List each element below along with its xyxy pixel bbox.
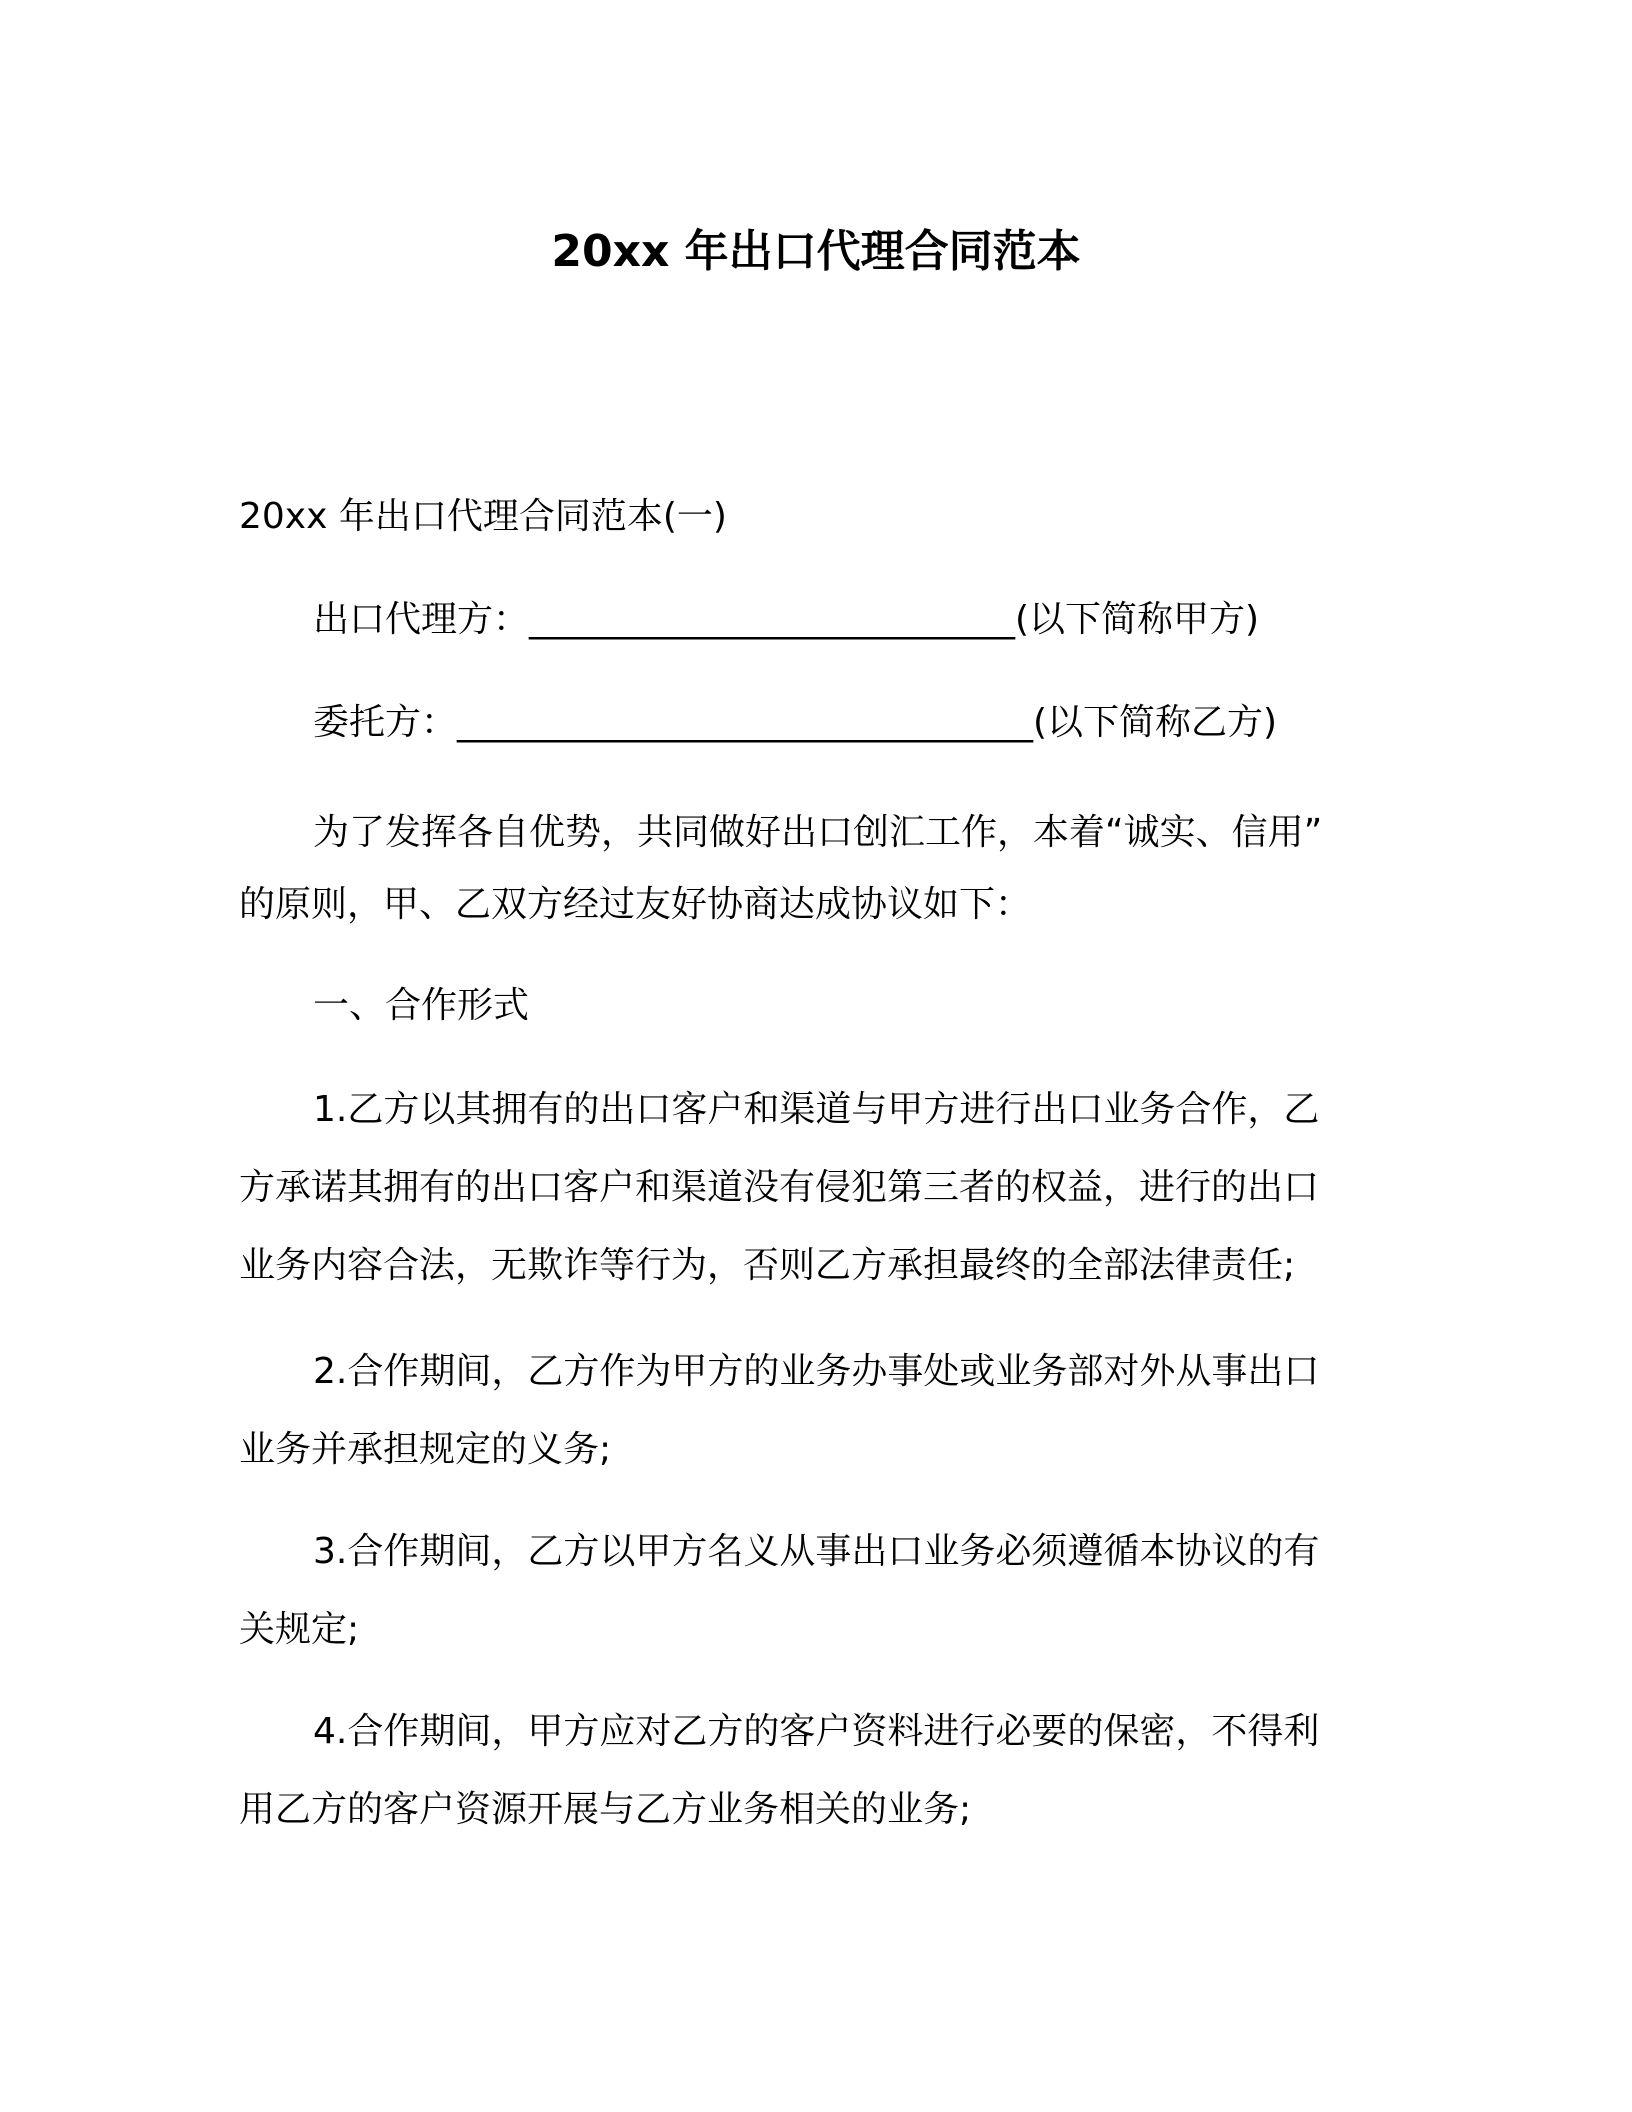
document-title: 20xx 年出口代理合同范本 [551, 226, 1081, 277]
clause-1-line-2: 方承诺其拥有的出口客户和渠道没有侵犯第三者的权益，进行的出口 [239, 1167, 1320, 1208]
clause-2-line-1: 2.合作期间，乙方作为甲方的业务办事处或业务部对外从事出口 [313, 1351, 1320, 1392]
clause-1-line-1: 1.乙方以其拥有的出口客户和渠道与甲方进行出口业务合作，乙 [313, 1089, 1320, 1130]
clause-4-line-2: 用乙方的客户资源开展与乙方业务相关的业务; [239, 1789, 972, 1830]
contract-subtitle: 20xx 年出口代理合同范本(一) [239, 496, 727, 537]
preamble-line-1: 为了发挥各自优势，共同做好出口创汇工作，本着“诚实、信用” [313, 812, 1323, 853]
section-heading-cooperation-form: 一、合作形式 [313, 985, 530, 1026]
principal-party-line: 委托方：________________________________(以下简称乙方) [313, 702, 1278, 743]
agent-party-line: 出口代理方：___________________________(以下简称甲方) [313, 599, 1260, 640]
preamble-line-2: 的原则，甲、乙双方经过友好协商达成协议如下： [239, 884, 1032, 925]
clause-1-line-3: 业务内容合法，无欺诈等行为，否则乙方承担最终的全部法律责任; [239, 1245, 1296, 1286]
clause-3-line-2: 关规定; [239, 1609, 360, 1650]
clause-3-line-1: 3.合作期间，乙方以甲方名义从事出口业务必须遵循本协议的有 [313, 1531, 1320, 1572]
clause-4-line-1: 4.合作期间，甲方应对乙方的客户资料进行必要的保密，不得利 [313, 1711, 1320, 1752]
clause-2-line-2: 业务并承担规定的义务; [239, 1429, 612, 1470]
